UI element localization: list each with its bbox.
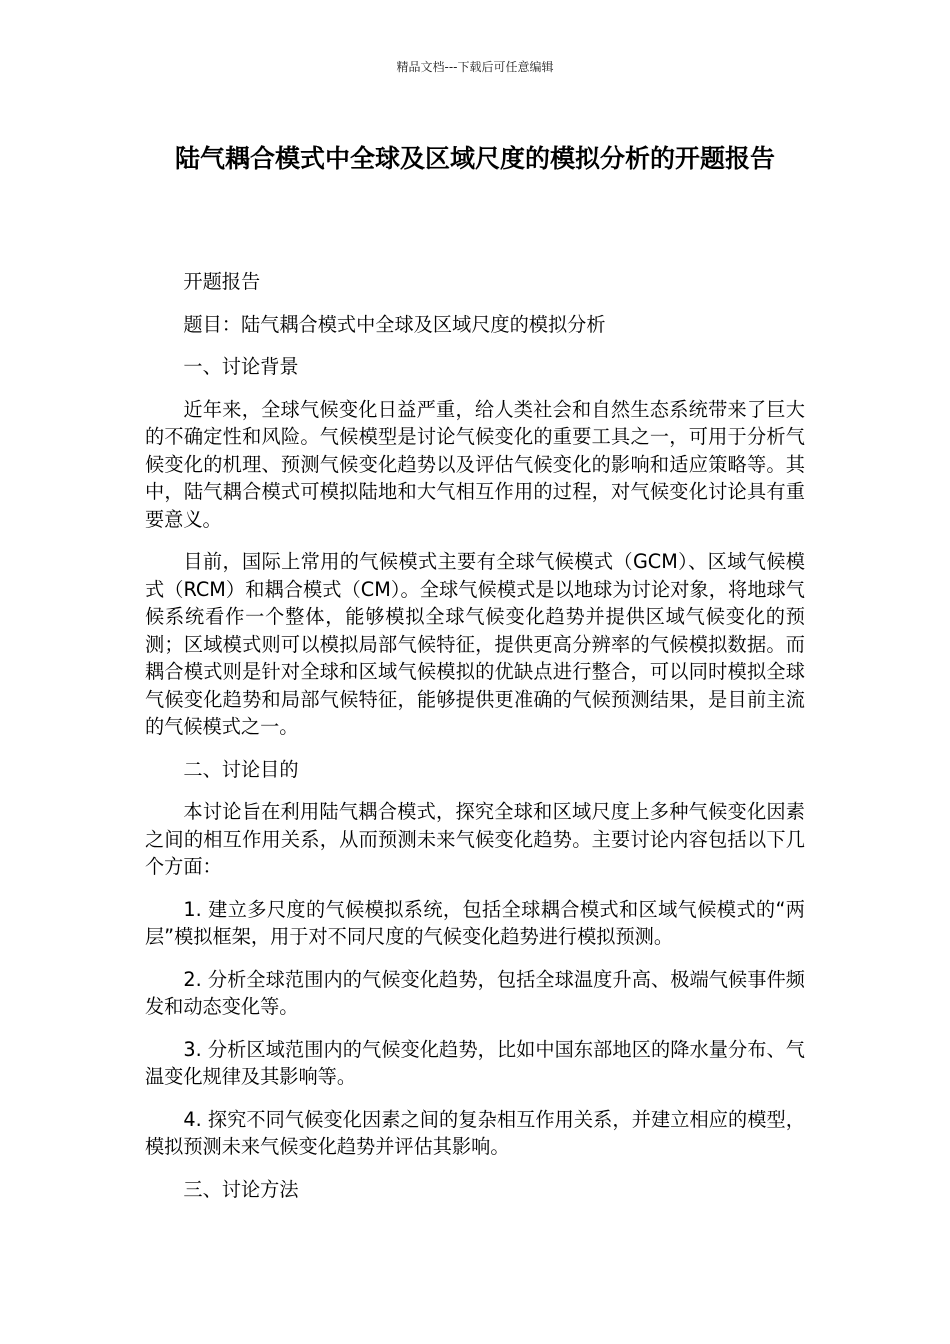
document-body xyxy=(145,268,805,1218)
topic-line: 题目：陆气耦合模式中全球及区域尺度的模拟分析 xyxy=(183,312,606,336)
label-proposal: 开题报告 xyxy=(183,270,261,293)
section-heading-purpose: 二、讨论目的 xyxy=(183,757,299,781)
list-item-1: 1. 建立多尺度的气候模拟系统，包括全球耦合模式和区域气候模式的“两层”模拟框架，用于对不同尺度的气候变化趋势进行模拟预测。 xyxy=(145,897,805,948)
list-item-2: 2. 分析全球范围内的气候变化趋势，包括全球温度升高、极端气候事件频发和动态变化等。 xyxy=(145,967,805,1018)
paragraph-background-2: 目前，国际上常用的气候模式主要有全球气候模式（GCM）、区域气候模式（RCM）和耦合模式（CM）。全球气候模式是以地球为讨论对象，将地球气候系统看作一个整体，能够模拟全球气候变化趋势并提供区域气候变化的预测；区域模式则可以模拟局部气候特征，提供更高分辨率的气候模拟数据。而耦合模式则是针对全球和区域气候模拟的优缺点进行整合，可以同时模拟全球气候变化趋势和局部气候特征，能够提供更准确的气候预测结果，是目前主流的气候模式之一。 xyxy=(145,550,805,738)
list-item-4: 4. 探究不同气候变化因素之间的复杂相互作用关系，并建立相应的模型，模拟预测未来气候变化趋势并评估其影响。 xyxy=(145,1107,805,1158)
document-title: 陆气耦合模式中全球及区域尺度的模拟分析的开题报告 xyxy=(174,144,775,173)
list-item-3: 3. 分析区域范围内的气候变化趋势，比如中国东部地区的降水量分布、气温变化规律及其影响等。 xyxy=(145,1037,805,1088)
paragraph-background-1: 近年来，全球气候变化日益严重，给人类社会和自然生态系统带来了巨大的不确定性和风险。气候模型是讨论气候变化的重要工具之一，可用于分析气候变化的机理、预测气候变化趋势以及评估气候变化的影响和适应策略等。其中，陆气耦合模式可模拟陆地和大气相互作用的过程，对气候变化讨论具有重要意义。 xyxy=(145,397,805,531)
paragraph-purpose-intro: 本讨论旨在利用陆气耦合模式，探究全球和区域尺度上多种气候变化因素之间的相互作用关系，从而预测未来气候变化趋势。主要讨论内容包括以下几个方面： xyxy=(145,800,805,878)
section-heading-background: 一、讨论背景 xyxy=(183,355,299,378)
section-heading-methods: 三、讨论方法 xyxy=(183,1177,299,1201)
page-header-note: 精品文档---下载后可任意编辑 xyxy=(396,60,554,74)
